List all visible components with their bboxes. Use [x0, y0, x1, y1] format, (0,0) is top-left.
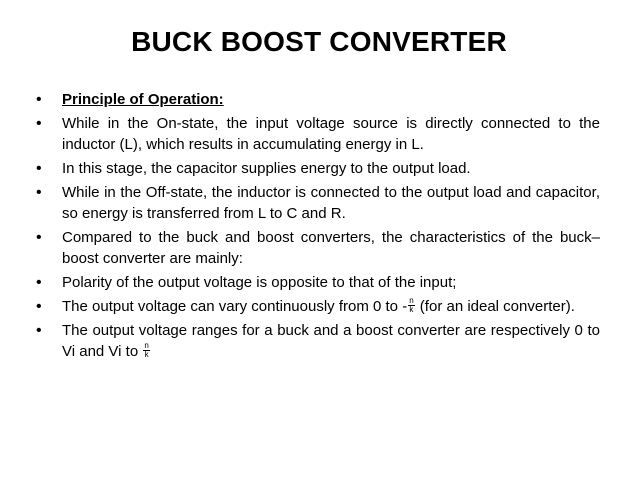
bullet-text-before: The output voltage ranges for a buck and a boost converter are respectively 0 to Vi and Vi to	[62, 322, 600, 360]
bullet-text: While in the On-state, the input voltage source is directly connected to the inductor (L), which results in accumulating energy in L.	[62, 115, 600, 153]
fraction-denominator: k	[144, 349, 149, 359]
bullet-list	[36, 89, 600, 365]
bullet-dot: •	[36, 160, 42, 177]
bullet-text: While in the Off-state, the inductor is connected to the output load and capacitor, so energy is transferred from L to C and R.	[62, 184, 600, 222]
bullet-item-voltage-ranges	[36, 320, 600, 362]
bullet-dot: •	[36, 322, 42, 339]
bullet-dot: •	[36, 274, 42, 291]
bullet-item-comparison	[36, 227, 600, 269]
bullet-text: Principle of Operation:	[62, 91, 224, 108]
fraction	[408, 297, 414, 314]
bullet-dot: •	[36, 229, 42, 246]
bullet-dot: •	[36, 115, 42, 132]
fraction-numerator: n	[409, 295, 414, 305]
bullet-item-principle	[36, 89, 600, 110]
fraction-denominator: k	[409, 304, 414, 314]
bullet-item-capacitor	[36, 158, 600, 179]
bullet-item-polarity	[36, 272, 600, 293]
bullet-item-on-state	[36, 113, 600, 155]
bullet-dot: •	[36, 91, 42, 108]
fraction	[143, 342, 149, 359]
bullet-text: Compared to the buck and boost converters, the characteristics of the buck–boost converter are mainly:	[62, 229, 600, 267]
bullet-text: Polarity of the output voltage is opposite to that of the input;	[62, 274, 457, 291]
bullet-dot: •	[36, 298, 42, 315]
bullet-item-off-state	[36, 182, 600, 224]
bullet-text-after: (for an ideal converter).	[415, 298, 575, 315]
bullet-text: In this stage, the capacitor supplies energy to the output load.	[62, 160, 471, 177]
bullet-item-output-range	[36, 296, 600, 317]
slide-title: BUCK BOOST CONVERTER	[131, 26, 507, 57]
fraction-numerator: n	[144, 340, 149, 350]
bullet-dot: •	[36, 184, 42, 201]
bullet-text-before: The output voltage can vary continuously from 0 to -	[62, 298, 408, 315]
